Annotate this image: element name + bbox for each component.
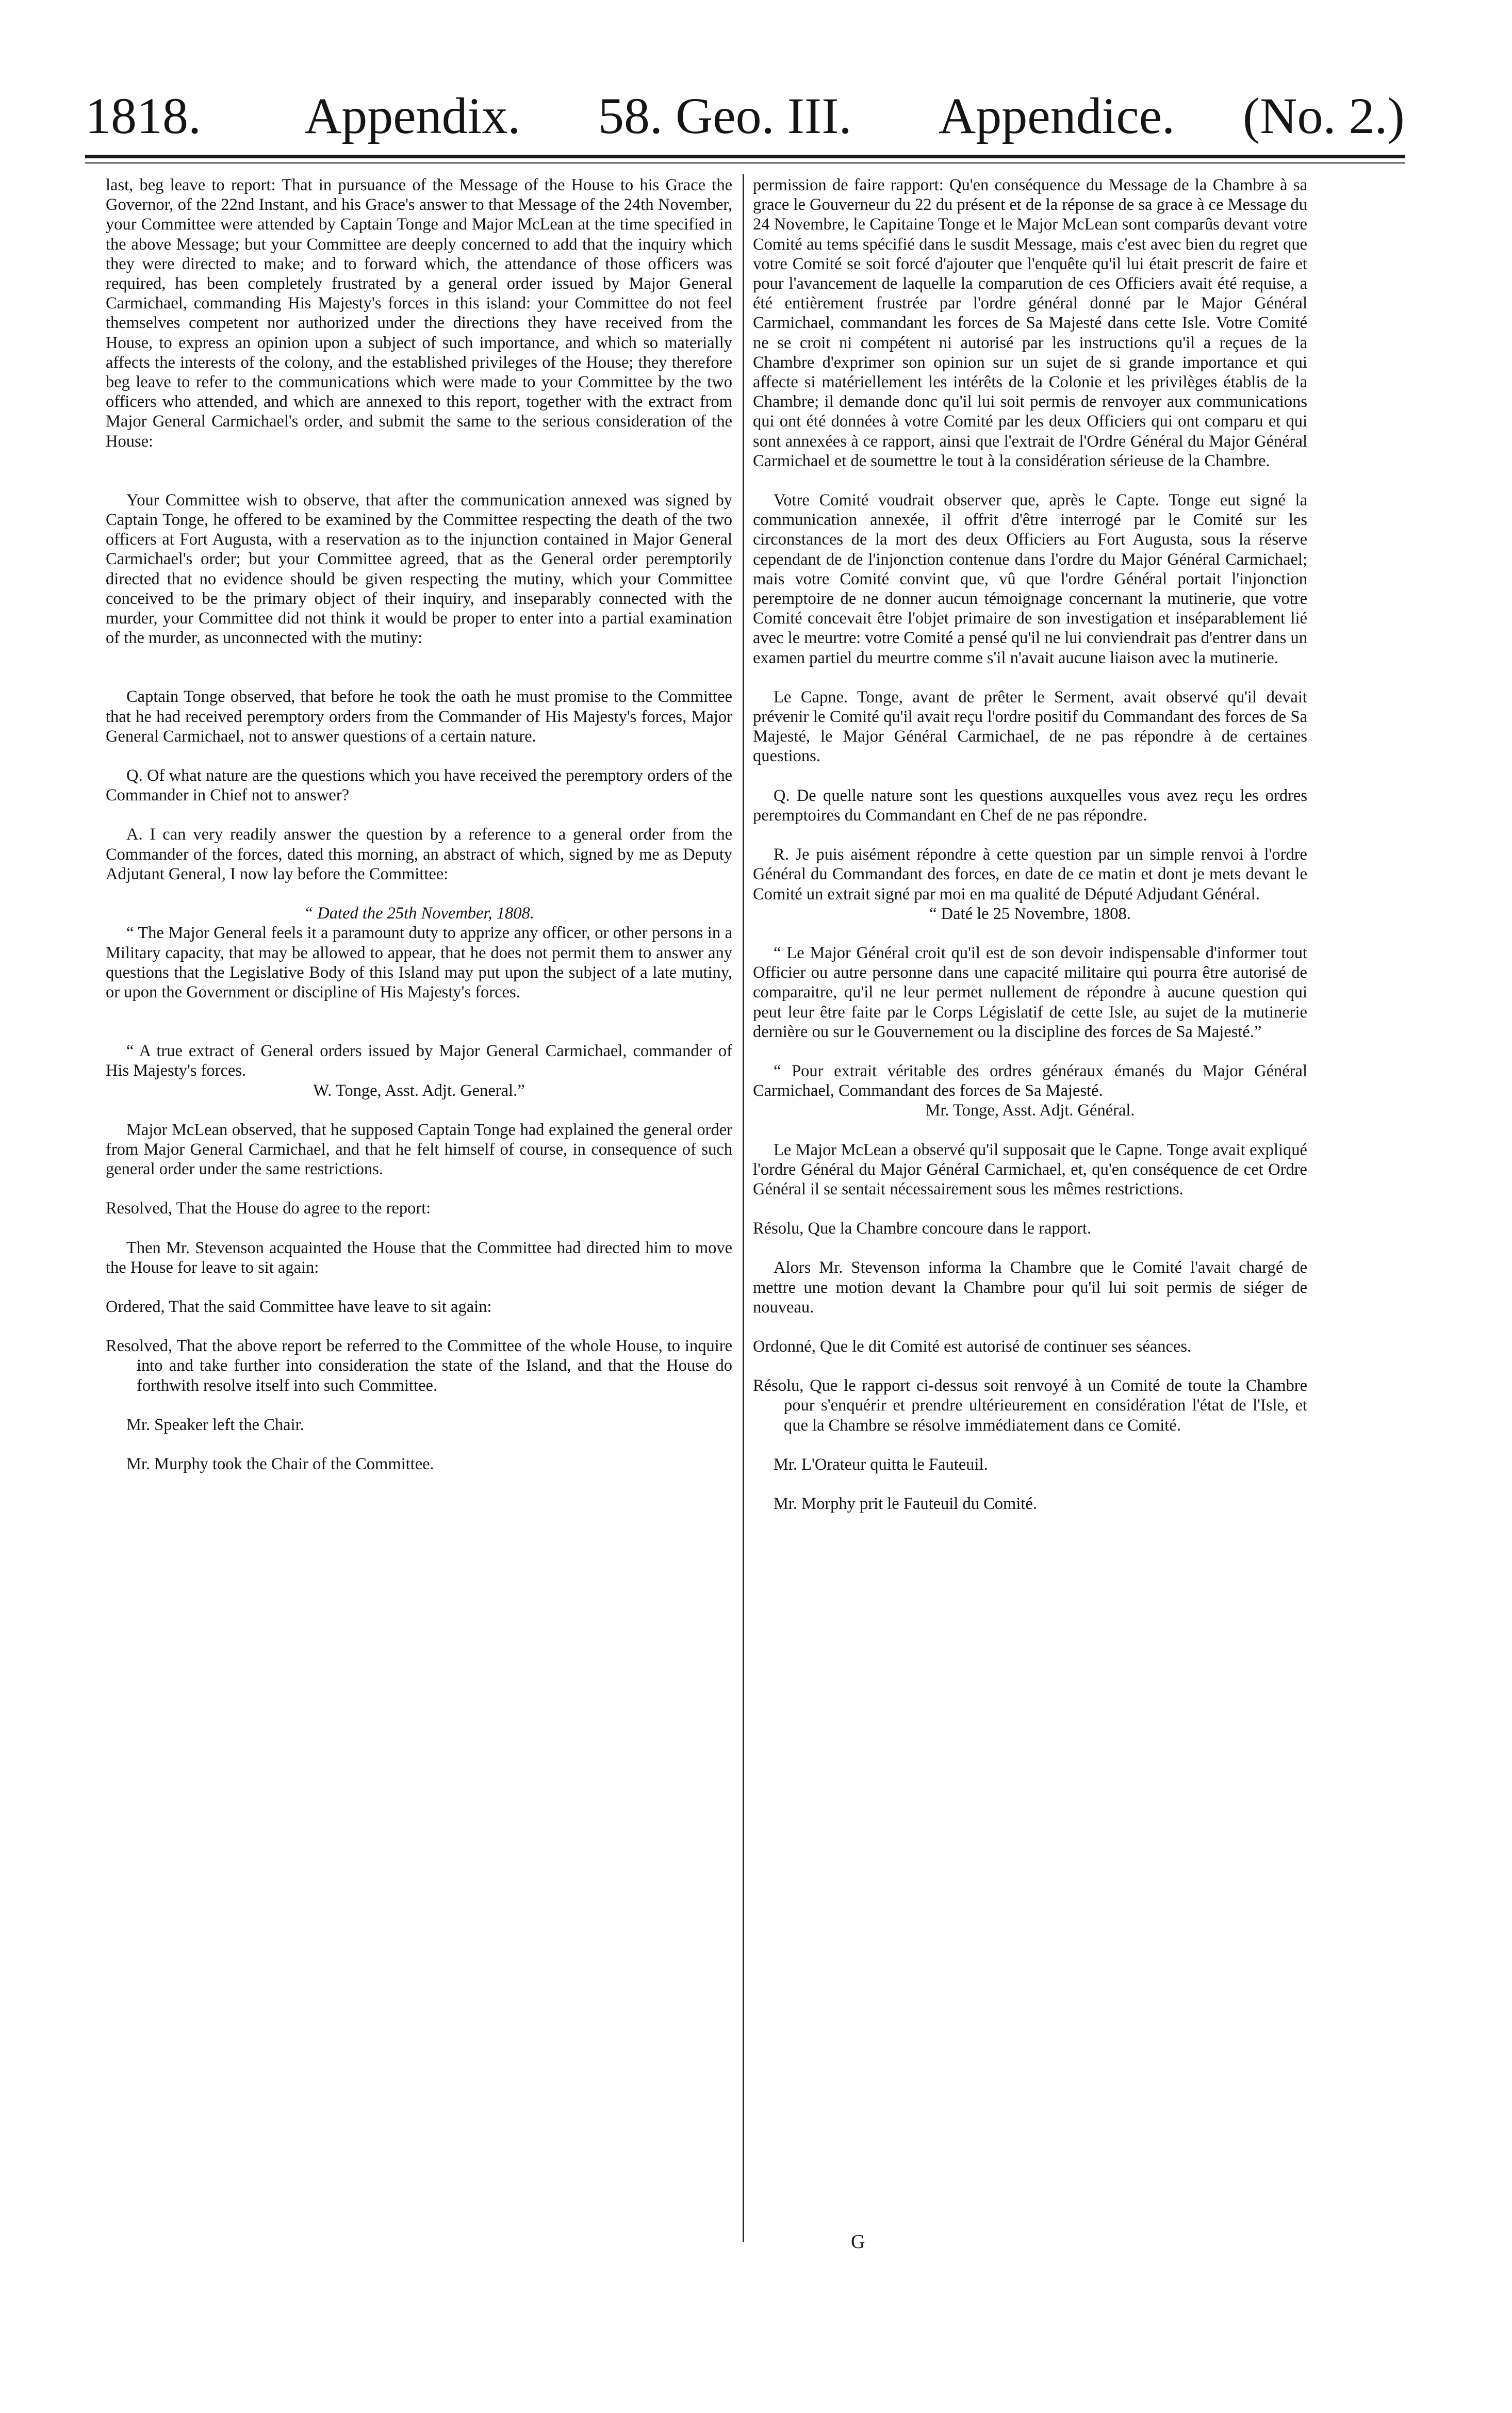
- english-column: [106, 175, 732, 1474]
- header-appendix-fr: Appendice.: [939, 87, 1175, 144]
- resolution-refer-fr: Résolu, Que le rapport ci-dessus soit renvoyé à un Comité de toute la Chambre pour s'enquérir et prendre ultérieurement en considération l'état de l'Isle, et que la Chambre se résolve immédiatement dans ce Comité.: [753, 1376, 1307, 1435]
- committee-observation: Your Committee wish to observe, that after the communication annexed was signed by Captain Tonge, he offered to be examined by the Committee respecting the death of the two officers at Fort Augusta, with a reservation as to the injunction contained in Major General Carmichael's order; but your Committee agreed, that as the General order peremptorily directed that no evidence should be given respecting the mutiny, which your Committee conceived to be the primary object of their inquiry, and inseparably connected with the murder, your Committee did not think it would be proper to enter into a partial examination of the murder, as unconnected with the mutiny:: [106, 490, 732, 648]
- stevenson-motion-fr: Alors Mr. Stevenson informa la Chambre que le Comité l'avait chargé de mettre une motion devant la Chambre pour qu'il lui soit permis de siéger de nouveau.: [753, 1258, 1307, 1317]
- order-extract: “ A true extract of General orders issued by Major General Carmichael, commander of His Majesty's forces.: [106, 1042, 732, 1080]
- committee-observation-fr: Votre Comité voudrait observer que, après le Capte. Tonge eut signé la communication annexée, il offrit d'être interrogé par le Comité sur les circonstances de la mort des deux Officiers au Fort Augusta, sous la réserve cependant de de l'injonction contenue dans l'ordre du Major Général Carmichael; mais votre Comité convint que, vû que l'ordre Général portait l'injonction peremptoire de ne donner aucun témoignage concernant la mutinerie, que votre Comité concevait être l'objet primaire de son investigation et inséparablement lié avec le meurtre: votre Comité a pensé qu'il ne lui conviendrait pas d'entrer dans un examen partiel du meurtre comme s'il n'avait aucune liaison avec la mutinerie.: [753, 491, 1307, 667]
- tonge-observation: Captain Tonge observed, that before he took the oath he must promise to the Committee that he had received peremptory orders from the Commander of His Majesty's forces, Major General Carmichael, not to answer questions of a certain nature.: [106, 687, 732, 746]
- speaker-left: Mr. Speaker left the Chair.: [126, 1415, 304, 1434]
- order-extract-fr: “ Pour extrait véritable des ordres généraux émanés du Major Général Carmichael, Commandant des forces de Sa Majesté.: [753, 1061, 1307, 1101]
- murphy-chair-fr: Mr. Morphy prit le Fauteuil du Comité.: [774, 1494, 1037, 1513]
- resolution-agree: Resolved, That the House do agree to the report:: [106, 1199, 431, 1218]
- mclean-observation-fr: Le Major McLean a observé qu'il supposait que le Capne. Tonge avait expliqué l'ordre Général du Major Général Carmichael, et, qu'en conséquence de cet Ordre Général il se sentait nécessairement sous les mêmes restrictions.: [753, 1140, 1307, 1199]
- header-rule-thin: [85, 162, 1405, 163]
- signature-mark: G: [851, 2231, 865, 2253]
- header-appendix-en: Appendix.: [304, 87, 521, 144]
- order-date: “ Dated the 25th November, 1808.: [304, 904, 534, 923]
- tonge-observation-fr: Le Capne. Tonge, avant de prêter le Serment, avait observé qu'il devait prévenir le Comité qu'il avait reçu l'ordre positif du Commandant des forces de Sa Majesté, le Major Général Carmichael, de ne pas répondre à de certaines questions.: [753, 687, 1307, 766]
- murphy-chair: Mr. Murphy took the Chair of the Committee.: [126, 1454, 434, 1473]
- question: Q. Of what nature are the questions which you have received the peremptory orders of the Commander in Chief not to answer?: [106, 766, 732, 805]
- answer-fr: R. Je puis aisément répondre à cette question par un simple renvoi à l'ordre Général du Commandant des forces, en date de ce matin et dont je mets devant le Comité un extrait signé par moi en ma qualité de Député Adjudant Général.: [753, 845, 1307, 904]
- extract-signature: W. Tonge, Asst. Adjt. General.”: [313, 1081, 525, 1100]
- header-reign: 58. Geo. III.: [598, 87, 852, 144]
- answer: A. I can very readily answer the question by a reference to a general order from the Commander of the forces, dated this morning, an abstract of which, signed by me as Deputy Adjutant General, I now lay before the Committee:: [106, 825, 732, 883]
- header-number: (No. 2.): [1243, 87, 1405, 144]
- mclean-observation: Major McLean observed, that he supposed Captain Tonge had explained the general order from Major General Carmichael, and that he felt himself of course, in consequence of such general order under the same restrictions.: [106, 1120, 732, 1179]
- header-year: 1818.: [85, 87, 201, 144]
- report-paragraph-fr: permission de faire rapport: Qu'en conséquence du Message de la Chambre à sa grace le Gouverneur du 22 du présent et de la réponse de sa grace à ce Message du 24 Novembre, le Capitaine Tonge et le Major McLean sont comparûs devant votre Comité au tems spécifié dans le susdit Message, mais c'est avec bien du regret que votre Comité se soit forcé d'ajouter que l'enquête qu'il lui était prescrit de faire et pour l'avancement de laquelle la comparution de ces Officiers avait été requise, a été entièrement frustrée par l'ordre général donné par le Major Général Carmichael, commandant les forces de Sa Majesté dans cette Isle. Votre Comité ne se croit ni compétent ni autorisé par les instructions qu'il a reçues de la Chambre d'exprimer son opinion sur un sujet de si grande importance et qui affecte si matériellement les intérêts de la Colonie et les privilèges établis de la Chambre; il demande donc qu'il lui soit permis de renvoyer aux communications qui ont été données à votre Comité par les deux Officiers qui ont comparu et qui sont annexées à ce rapport, ainsi que l'extrait de l'Ordre Général du Major Général Carmichael et de soumettre le tout à la considération sérieuse de la Chambre.: [753, 176, 1307, 470]
- general-order-fr: “ Le Major Général croit qu'il est de son devoir indispensable d'informer tout Officier ou autre personne dans une capacité militaire qui pourra être autorisé de comparaitre, qu'il ne leur permet nullement de répondre à aucune question qui peut leur être faite par le Corps Législatif de cette Isle, au sujet de la mutinerie dernière ou sur le Gouvernement ou la discipline des forces de Sa Majesté.”: [753, 943, 1307, 1041]
- question-fr: Q. De quelle nature sont les questions auxquelles vous avez reçu les ordres peremptoires du Commandant en Chef de ne pas répondre.: [753, 786, 1307, 825]
- page-header: [0, 77, 1512, 155]
- extract-signature-fr: Mr. Tonge, Asst. Adjt. Général.: [925, 1101, 1135, 1120]
- order-date-fr: “ Daté le 25 Novembre, 1808.: [929, 904, 1131, 923]
- speaker-left-fr: Mr. L'Orateur quitta le Fauteuil.: [774, 1455, 988, 1474]
- report-paragraph: last, beg leave to report: That in pursuance of the Message of the House to his Grace the Governor, of the 22nd Instant, and his Grace's answer to that Message of the 24th November, your Committee were attended by Captain Tonge and Major McLean at the time specified in the above Message; but your Committee are deeply concerned to add that the inquiry which they were directed to make; and to forward which, the attendance of those officers was required, has been completely frustrated by a general order issued by Major General Carmichael, commanding His Majesty's forces in this island: your Committee do not feel themselves competent nor authorized under the directions they have received from the House, to express an opinion upon a subject of such importance, and which so materially affects the interests of the colony, and the established privileges of the House; they therefore beg leave to refer to the communications which were made to your Committee by the two officers who attended, and which are annexed to this report, together with the extract from Major General Carmichael's order, and submit the same to the serious consideration of the House:: [106, 176, 732, 451]
- order-leave-to-sit: Ordered, That the said Committee have leave to sit again:: [106, 1297, 492, 1316]
- stevenson-motion: Then Mr. Stevenson acquainted the House that the Committee had directed him to move the House for leave to sit again:: [106, 1238, 732, 1277]
- general-order: “ The Major General feels it a paramount duty to apprize any officer, or other persons in a Military capacity, that may be allowed to appear, that he does not permit them to answer any questions that the Legislative Body of this Island may put upon the subject of a late mutiny, or upon the Government or discipline of His Majesty's forces.: [106, 924, 732, 1002]
- resolution-refer: Resolved, That the above report be referred to the Committee of the whole House, to inquire into and take further into consideration the state of the Island, and that the House do forthwith resolve itself into such Committee.: [106, 1337, 732, 1395]
- order-leave-to-sit-fr: Ordonné, Que le dit Comité est autorisé de continuer ses séances.: [753, 1337, 1192, 1356]
- french-column: [753, 175, 1307, 1514]
- column-divider: [743, 174, 744, 2242]
- header-rule-thick: [85, 155, 1405, 158]
- resolution-agree-fr: Résolu, Que la Chambre concoure dans le rapport.: [753, 1219, 1092, 1238]
